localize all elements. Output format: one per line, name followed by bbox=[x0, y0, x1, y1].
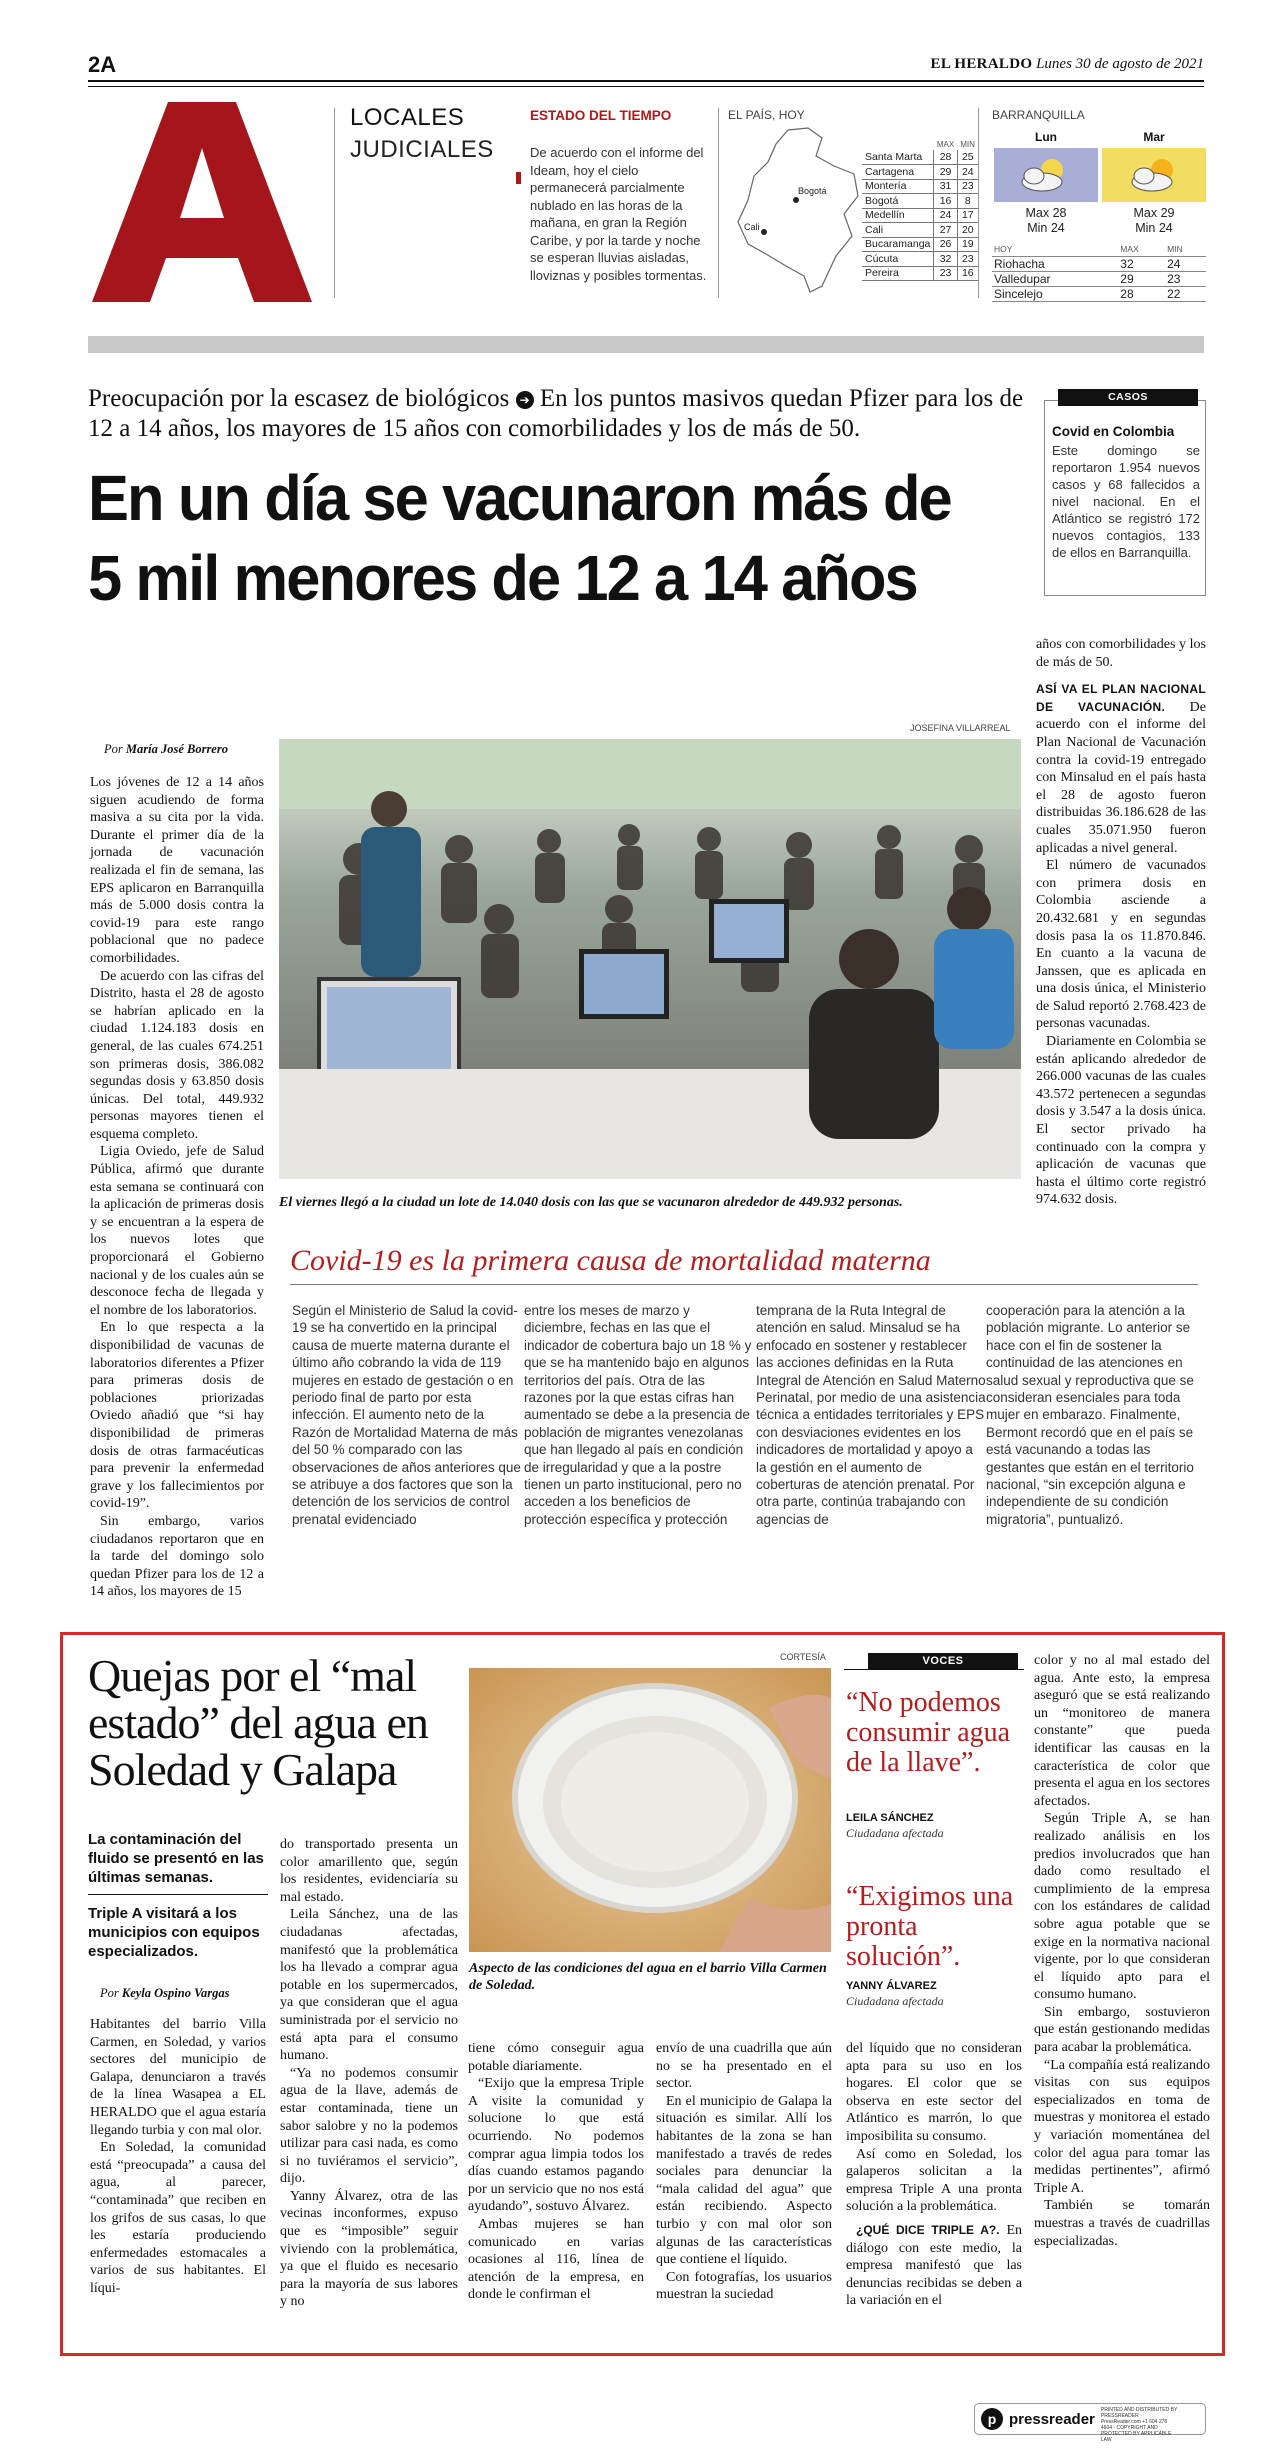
section-divider bbox=[334, 108, 335, 298]
quote-2-name: YANNY ÁLVAREZ bbox=[846, 1980, 937, 1992]
masthead bbox=[931, 56, 1204, 73]
header-rule bbox=[88, 80, 1204, 82]
water-col-1: Habitantes del barrio Villa Carmen, en Soledad, y varios sectores del municipio de Galapa, denunciaron a través de la línea Wasapea a EL HERALDO que el agua estaría llegando turbia y con mal olor. En Soledad, la comunidad está “preocupada” a causa del agua, al parecer, “contaminada” que reciben en los grifos de sus casas, lo que les estaría produciendo enfermedades estomacales a varios de sus habitantes. El líqui- bbox=[90, 2017, 266, 2296]
maternal-title: Covid-19 es la primera causa de mortalidad materna bbox=[290, 1244, 931, 1277]
photo-credit: JOSEFINA VILLARREAL bbox=[910, 723, 1011, 733]
kicker-part-2: En los puntos masivos quedan Pfizer para los de 12 a 14 años, los mayores de 15 años con comorbilidades y los de más de 50. bbox=[88, 385, 1024, 442]
lead-left-column: Los jóvenes de 12 a 14 años siguen acudiendo de forma masiva a su cita por la vida. Durante el primer día de la jornada de vacunación realizada el fin de semana, las EPS aplicaron en Barranquilla más de 5.000 dosis contra la covid-19 para este rango poblacional que no padece comorbilidades. De acuerdo con las cifras del Distrito, hasta el 28 de agosto se habrían aplicado en la ciudad 1.124.183 dosis en general, de las cuales 674.251 son primeras dosis, 386.082 segundas dosis y 63.850 dosis únicas. Del total, 449.932 personas mayores tienen el esquema completo. Ligia Oviedo, jefe de Salud Pública, afirmó que durante esta semana se continuará con la aplicación de primeras dosis y se encuentran a la espera de los nuevos lotes que proporcionará el Gobierno nacional y de los cuales aún se desconoce fecha de llegada y el nombre de los laboratorios. En lo que respecta a la disponibilidad de vacunas de laboratorios diferentes a Pfizer para primeras dosis de poblaciones priorizadas Oviedo añadió que “si hay disponibilidad de primeras dosis de otras farmacéuticas para prevenir la enfermedad grave y los fallecimientos por covid-19”. Sin embargo, varios ciudadanos reportaron que en la tarde del domingo solo quedan Pfizer para los de 12 a 14 años, los mayores de 15 bbox=[90, 775, 264, 1600]
table-row: Santa Marta 28 25 bbox=[862, 150, 978, 165]
table-row: Pereira 23 16 bbox=[862, 266, 978, 281]
quote-1-role: Ciudadana afectada bbox=[846, 1826, 944, 1840]
water-deck-1: La contaminación del fluido se presentó en las últimas semanas. bbox=[88, 1831, 264, 1886]
header-rule-thin bbox=[88, 86, 1204, 87]
local-divider bbox=[978, 108, 979, 298]
headline-line-1: En un día se vacunaron más de bbox=[88, 462, 951, 534]
pressreader-icon: p bbox=[981, 2408, 1003, 2430]
section-bar bbox=[88, 336, 1204, 353]
maternal-col-1: Según el Ministerio de Salud la covid-19 se ha convertido en la principal causa de muerte materna durante el último año cobrando la vida de 119 mujeres en estado de gestación o en periodo final de parto por esta infección. El aumento neto de la Razón de Mortalidad Materna de más del 50 % comparado con las observaciones de años anteriores que se atribuye a dos factores que son la detención de los servicios de control prenatal evidenciado bbox=[292, 1303, 521, 1527]
regional-table: HOY MAX MIN Riohacha 32 24 Valledupar 29 23 Sincelejo 28 22 bbox=[992, 242, 1206, 302]
photo-credit-2: CORTESÍA bbox=[780, 1652, 826, 1662]
maternal-col-3: temprana de la Ruta Integral de atención en salud. Minsalud se ha enfocado en sostener y restablecer las acciones definidas en la Ruta Integral de Atención en Salud Materno Perinatal, por medio de una asistencia técnica a entidades territoriales y EPS con desviaciones evidentes en los indicadores de mortalidad y apoyo a la gestión en el aumento de coberturas de atención prenatal. Por otra parte, continúa trabajando con agencias de bbox=[756, 1303, 986, 1527]
water-col-4: envío de una cuadrilla que aún no se ha presentado en el sector. En el municipio de Galapa la situación es similar. Allí los habitantes de la zona se han manifestado a través de redes sociales para denunciar la “mala calidad del agua” que están recibiendo. Aspecto turbio y con mal olor son algunas de las características que contiene el líquido. Con fotografías, los usuarios muestran la suciedad bbox=[656, 2041, 832, 2303]
water-deck-2: Triple A visitará a los municipios con equipos especializados. bbox=[88, 1905, 260, 1960]
vaccination-photo bbox=[279, 739, 1021, 1179]
water-col-2: do transportado presenta un color amarillento que, según los residentes, evidenciaría su mal estado. Leila Sánchez, una de las ciudadanas afectadas, manifestó que la problemática los ha llevado a comprar agua potable en los supermercados, ya que consideran que el agua suministrada por el servicio no está apta para el consumo humano. “Ya no podemos consumir agua de la llave, además de estar contaminada, tiene un sabor salobre y no la podemos utilizar para casi nada, es como si no tuviéramos el servicio”, dijo. Yanny Álvarez, otra de las vecinas inconformes, expuso que es “imposible” seguir viviendo con la problemática, ya que el fluido es necesario para la mayoría de sus labores y no bbox=[280, 1837, 458, 2310]
water-photo-caption: Aspecto de las condiciones del agua en el barrio Villa Carmen de Soledad. bbox=[469, 1961, 827, 1993]
pressreader-logo[interactable] bbox=[974, 2403, 1206, 2443]
tue-min: Min 24 bbox=[1135, 221, 1173, 235]
water-byline: Por Keyla Ospino Vargas bbox=[100, 1986, 230, 2000]
pressreader-fine-print: PRINTED AND DISTRIBUTED BY PRESSREADER · PressReader.com +1 604 278 4604 · COPYRIGHT AND PROTECTED BY APPLICABLE LAW bbox=[1100, 2407, 1178, 2443]
quote-1: “No podemos consumir agua de la llave”. bbox=[846, 1687, 1011, 1778]
lead-kicker bbox=[88, 384, 1032, 444]
casos-tag: CASOS bbox=[1058, 389, 1198, 406]
day-mon-label: Lun bbox=[1035, 130, 1057, 144]
quote-2: “Exigimos una pronta solución”. bbox=[846, 1881, 1014, 1972]
cloudy-sun-icon bbox=[994, 148, 1098, 202]
maternal-rule bbox=[290, 1284, 1198, 1285]
col-min: MIN bbox=[960, 139, 975, 149]
weather-marker bbox=[516, 172, 521, 184]
country-label: EL PAÍS, HOY bbox=[728, 108, 805, 122]
pressreader-brand: pressreader bbox=[1009, 2410, 1095, 2428]
table-row: Sincelejo 28 22 bbox=[992, 286, 1206, 301]
subsection-label: ASÍ VA EL PLAN NACIONAL DE VACUNACIÓN. bbox=[1036, 682, 1206, 714]
lead-headline bbox=[88, 458, 1010, 618]
deck-rule bbox=[88, 1894, 268, 1895]
page-number: 2A bbox=[88, 52, 117, 77]
weather-title: ESTADO DEL TIEMPO bbox=[530, 108, 672, 123]
kicker-part-1: Preocupación por la escasez de biológicos bbox=[88, 385, 510, 412]
mon-max: Max 28 bbox=[1025, 206, 1067, 220]
arrow-right-icon: ➔ bbox=[516, 391, 534, 409]
triple-a-label: ¿QUÉ DICE TRIPLE A?. bbox=[856, 2222, 1000, 2237]
lead-byline: Por María José Borrero bbox=[104, 742, 228, 756]
day-tue-label: Mar bbox=[1143, 130, 1165, 144]
section-title: LOCALES bbox=[350, 104, 465, 131]
maternal-col-4: cooperación para la atención a la población migrante. Lo anterior se hace con el fin de sostener la continuidad de las atenciones en salud sexual y reproductiva que se consideran esenciales para toda mujer en embarazo. Finalmente, Bermont recordó que en el país se está vacunando a todas las gestantes que están en el territorio nacional, “sin excepción alguna e independiente de su condición migratoria”, puntualizó. bbox=[986, 1303, 1194, 1527]
table-row: Valledupar 29 23 bbox=[992, 271, 1206, 286]
photo-caption: El viernes llegó a la ciudad un lote de 14.040 dosis con las que se vacunaron alrededor de 449.932 personas. bbox=[279, 1195, 903, 1210]
water-col-5: del líquido que no consideran apta para su uso en los hogares. El color que se observa en este sector del Atlántico es marrón, lo que imposibilita su consumo. Así como en Soledad, los galaperos solicitan a la empresa Triple A una pronta solución a la problemática. ¿QUÉ DICE TRIPLE A?. En diálogo con este medio, la empresa manifestó que las denuncias recibidas se deben a la variación en el bbox=[846, 2041, 1022, 2309]
casos-text: Este domingo se reportaron 1.954 nuevos casos y 68 fallecidos a nivel nacional. En el Atlántico se registró 172 nuevos contagios, 133 de ellos en Barranquilla. bbox=[1052, 443, 1200, 560]
colombia-map bbox=[726, 126, 866, 296]
section-subtitle: JUDICIALES bbox=[350, 136, 494, 163]
lead-right-column: años con comorbilidades y los de más de 50. ASÍ VA EL PLAN NACIONAL DE VACUNACIÓN. De acuerdo con el informe del Plan Nacional de Vacunación contra la covid-19 entregado con Minsalud en el país hasta el 28 de agosto fueron distribuidas 36.186.628 de las cuales 35.071.950 fueron aplicadas a nivel general. El número de vacunados con primera dosis en Colombia asciende a 20.432.681 y en segundas dosis pasa la os 11.870.846. En cuanto a la vacuna de Janssen, que es aplicada en una dosis única, el Ministerio de Salud reportó 2.768.423 de personas vacunadas. Diariamente en Colombia se están aplicando alrededor de 266.000 vacunas de las cuales 43.572 pertenecen a segundas dosis y 3.547 a la dosis única. El sector privado ha continuado con la compra y aplicación de vacunas que hasta el último corte registró 974.632 dosis. bbox=[1036, 637, 1206, 1208]
map-label-bogota: Bogotá bbox=[798, 186, 827, 196]
water-col-6: color y no al mal estado del agua. Ante esto, la empresa aseguró que se está realizando un “monitoreo de manera constante” que pueda identificar las causas en la característica de color que presenta el agua en los sectores afectados. Según Triple A, se han realizado análisis en los predios involucrados que han dado como resultado el cumplimiento de la empresa con los estándares de calidad sobre agua potable que se exige en la normativa nacional vigente, por lo que consideran el líquido apto para el consumo humano. Sin embargo, sostuvieron que están gestionando medidas para acabar la problemática. “La compañía está realizando visitas con sus equipos especializados en toma de muestras y monitorea el estado y variación momentánea del color del agua para tomar las medidas pertinentes”, afirmó Triple A. También se tomarán muestras a través de cuadrillas especializadas. bbox=[1034, 1653, 1210, 2249]
issue-date: Lunes 30 de agosto de 2021 bbox=[1036, 56, 1204, 72]
table-row: Medellín 24 17 bbox=[862, 208, 978, 223]
table-row: Cartagena 29 24 bbox=[862, 165, 978, 180]
voces-tag: VOCES bbox=[868, 1653, 1018, 1670]
cloudy-sun-icon bbox=[1102, 148, 1206, 202]
map-label-cali: Cali bbox=[744, 222, 760, 232]
water-headline: Quejas por el “mal estado” del agua en Soledad y Galapa bbox=[88, 1650, 428, 1795]
quote-1-name: LEILA SÁNCHEZ bbox=[846, 1812, 934, 1824]
cities-table bbox=[862, 138, 978, 281]
water-bowl-photo bbox=[469, 1668, 831, 1952]
water-col-3: tiene cómo conseguir agua potable diariamente. “Exijo que la empresa Triple A visite la comunidad y solucione lo que está ocurriendo. No podemos comprar agua limpia todos los días cuando estamos pagando por un servicio que no nos está ayudando”, sostuvo Álvarez. Ambas mujeres se han comunicado en varias ocasiones al 116, línea de atención de la empresa, en donde le confirman el bbox=[468, 2041, 644, 2303]
section-letter-a bbox=[92, 102, 312, 302]
paper-name: EL HERALDO bbox=[930, 56, 1033, 72]
casos-title: Covid en Colombia bbox=[1052, 424, 1175, 439]
table-row: Bogotá 16 8 bbox=[862, 194, 978, 209]
quote-2-role: Ciudadana afectada bbox=[846, 1994, 944, 2008]
weather-divider bbox=[718, 108, 719, 298]
headline-line-2: 5 mil menores de 12 a 14 años bbox=[88, 542, 917, 614]
table-row: Cali 27 20 bbox=[862, 223, 978, 238]
table-row: Montería 31 23 bbox=[862, 179, 978, 194]
weather-text: De acuerdo con el informe del Ideam, hoy el cielo permanecerá parcialmente nublado en las horas de la mañana, en gran la Región Caribe, y por la tarde y noche se esperan lluvias aisladas, lloviznas y posibles tormentas. bbox=[530, 145, 707, 283]
tue-max: Max 29 bbox=[1133, 206, 1175, 220]
maternal-col-2: entre los meses de marzo y diciembre, fechas en las que el indicador de cobertura bajo un 18 % y que se ha mantenido bajo en algunos territorios del país. Otra de las razones por la que estas cifras han aumentado se debe a la presencia de población de migrantes venezolanas que han llegado al país en condición de irregularidad y que a la postre tienen un parto institucional, pero no acceden a los beneficios de protección específica y protección bbox=[524, 1303, 752, 1527]
table-row: Bucaramanga 26 19 bbox=[862, 237, 978, 252]
col-max: MAX bbox=[936, 139, 955, 149]
table-row: Cúcuta 32 23 bbox=[862, 252, 978, 267]
local-label: BARRANQUILLA bbox=[992, 108, 1085, 122]
mon-min: Min 24 bbox=[1027, 221, 1065, 235]
table-row: Riohacha 32 24 bbox=[992, 256, 1206, 271]
